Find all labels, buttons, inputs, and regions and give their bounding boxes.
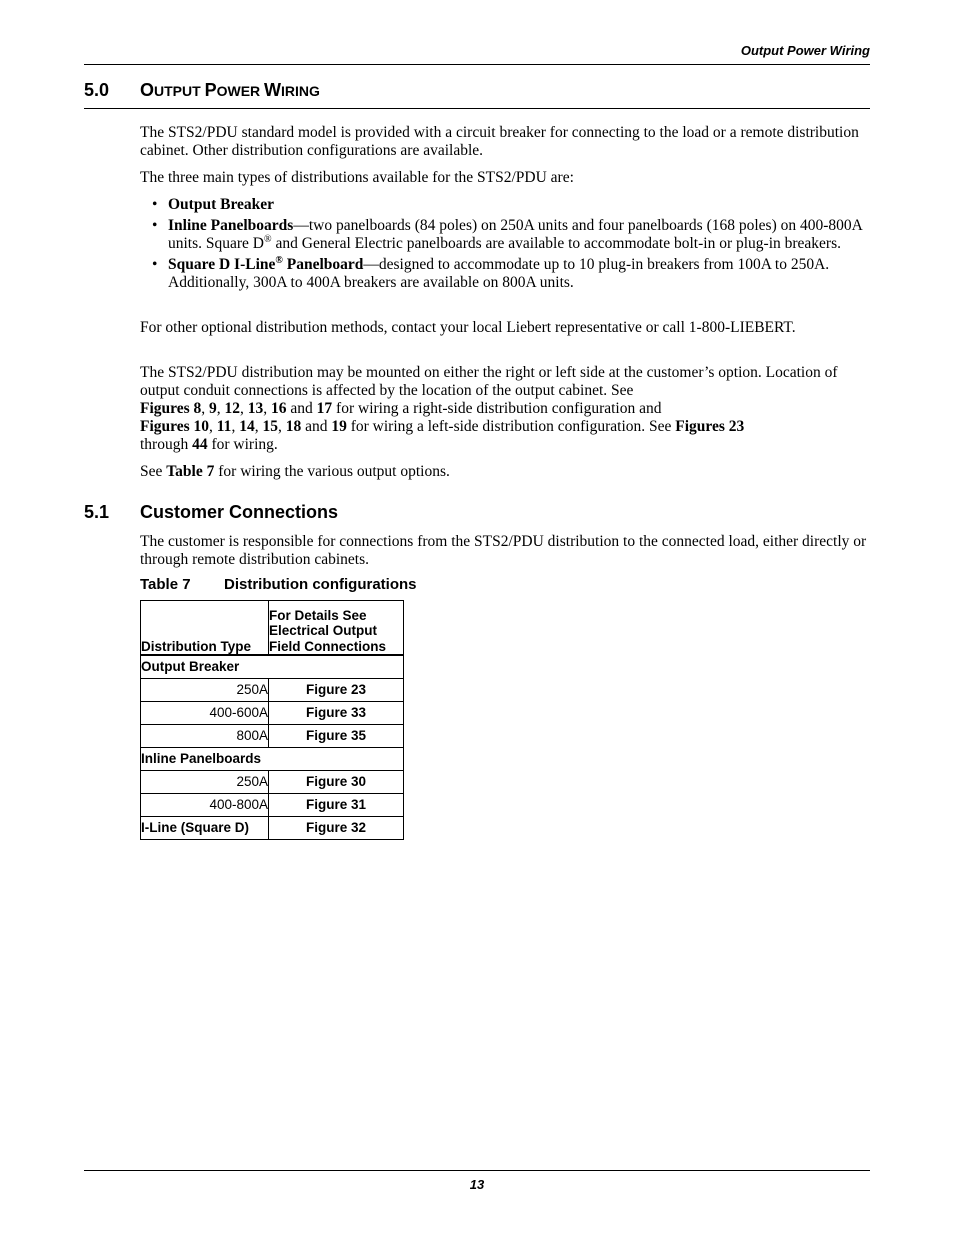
subsection-number: 5.1 xyxy=(84,502,110,522)
table-reference-paragraph: See Table 7 for wiring the various output options. xyxy=(140,463,450,480)
mounting-paragraph: The STS2/PDU distribution may be mounted on either the right or left side at the customer’s option. Location of output conduit connections is affected by the location of the output cabinet. See Figures 8, 9, 12, 13, 16 and 17 for wiring a right-side distribution configuration and Figures 10, 11, 14, 15, 18 and 19 for wiring a left-side distribution configuration. See Figures 23 through 44 for wiring. xyxy=(140,364,838,453)
table-group-row xyxy=(141,655,404,679)
table-row xyxy=(141,817,404,840)
subsection-title-text: Customer Connections xyxy=(140,502,339,522)
row-figure: Figure 33 xyxy=(269,702,404,725)
bullet-dot: • xyxy=(152,217,158,234)
section-number: 5.0 xyxy=(84,80,110,100)
customer-connections-paragraph: The customer is responsible for connections from the STS2/PDU distribution to the connected load, either directly or through remote distribution cabinets. xyxy=(140,533,867,568)
row-figure: Figure 31 xyxy=(269,794,404,817)
table-row xyxy=(141,771,404,794)
intro-paragraph: The STS2/PDU standard model is provided with a circuit breaker for connecting to the load or a remote distribution cabinet. Other distribution configurations are available. xyxy=(140,124,859,159)
row-figure: Figure 32 xyxy=(269,817,404,840)
row-figure: Figure 35 xyxy=(269,725,404,748)
section-title xyxy=(84,80,870,101)
table-caption-title: Distribution configurations xyxy=(224,576,417,593)
row-figure: Figure 30 xyxy=(269,771,404,794)
bullet-list xyxy=(152,196,870,292)
column-header-distribution-type: Distribution Type xyxy=(141,601,269,656)
table-row xyxy=(141,679,404,702)
footer-rule xyxy=(84,1170,870,1171)
distribution-types-paragraph: The three main types of distributions available for the STS2/PDU are: xyxy=(140,169,574,186)
distribution-configurations-table xyxy=(140,600,404,840)
page-number: 13 xyxy=(469,1177,485,1192)
row-figure: Figure 23 xyxy=(269,679,404,702)
row-size: 250A xyxy=(141,679,269,702)
table-caption-label: Table 7 xyxy=(140,576,191,593)
table-header-row xyxy=(141,601,404,656)
table-row xyxy=(141,702,404,725)
bullet-output-breaker: • Output Breaker xyxy=(152,196,275,213)
row-size: 400-600A xyxy=(141,702,269,725)
column-header-details: For Details See Electrical Output Field Connections xyxy=(269,601,404,656)
row-size: 800A xyxy=(141,725,269,748)
table-caption xyxy=(140,576,417,593)
row-iline-label: I-Line (Square D) xyxy=(141,817,269,840)
bullet-inline-panelboards: • Inline Panelboards—two panelboards (84 poles) on 250A units and four panelboards (168 poles) on 400-800A units. Square D® and General Electric panelboards are available to accommodate bolt-in or plug-in breakers. xyxy=(152,217,862,252)
row-size: 250A xyxy=(141,771,269,794)
table-row xyxy=(141,794,404,817)
bullet-dot: • xyxy=(152,196,158,213)
contact-paragraph: For other optional distribution methods, contact your local Liebert representative or call 1-800-LIEBERT. xyxy=(140,319,796,336)
table-row xyxy=(141,725,404,748)
section-title-text: OUTPUT POWER WIRING xyxy=(140,80,320,100)
group-output-breaker: Output Breaker xyxy=(141,655,404,679)
running-header: Output Power Wiring xyxy=(740,43,870,58)
header-rule xyxy=(84,64,870,65)
bullet-dot: • xyxy=(152,256,158,273)
bullet-square-d-iline: • Square D I-Line® Panelboard—designed to accommodate up to 10 plug-in breakers from 100A to 250A. Additionally, 300A to 400A breakers are available on 800A units. xyxy=(152,255,830,291)
subsection-title xyxy=(84,502,338,523)
table-group-row xyxy=(141,748,404,771)
row-size: 400-800A xyxy=(141,794,269,817)
section-title-rule xyxy=(84,108,870,109)
group-inline-panelboards: Inline Panelboards xyxy=(141,748,404,771)
